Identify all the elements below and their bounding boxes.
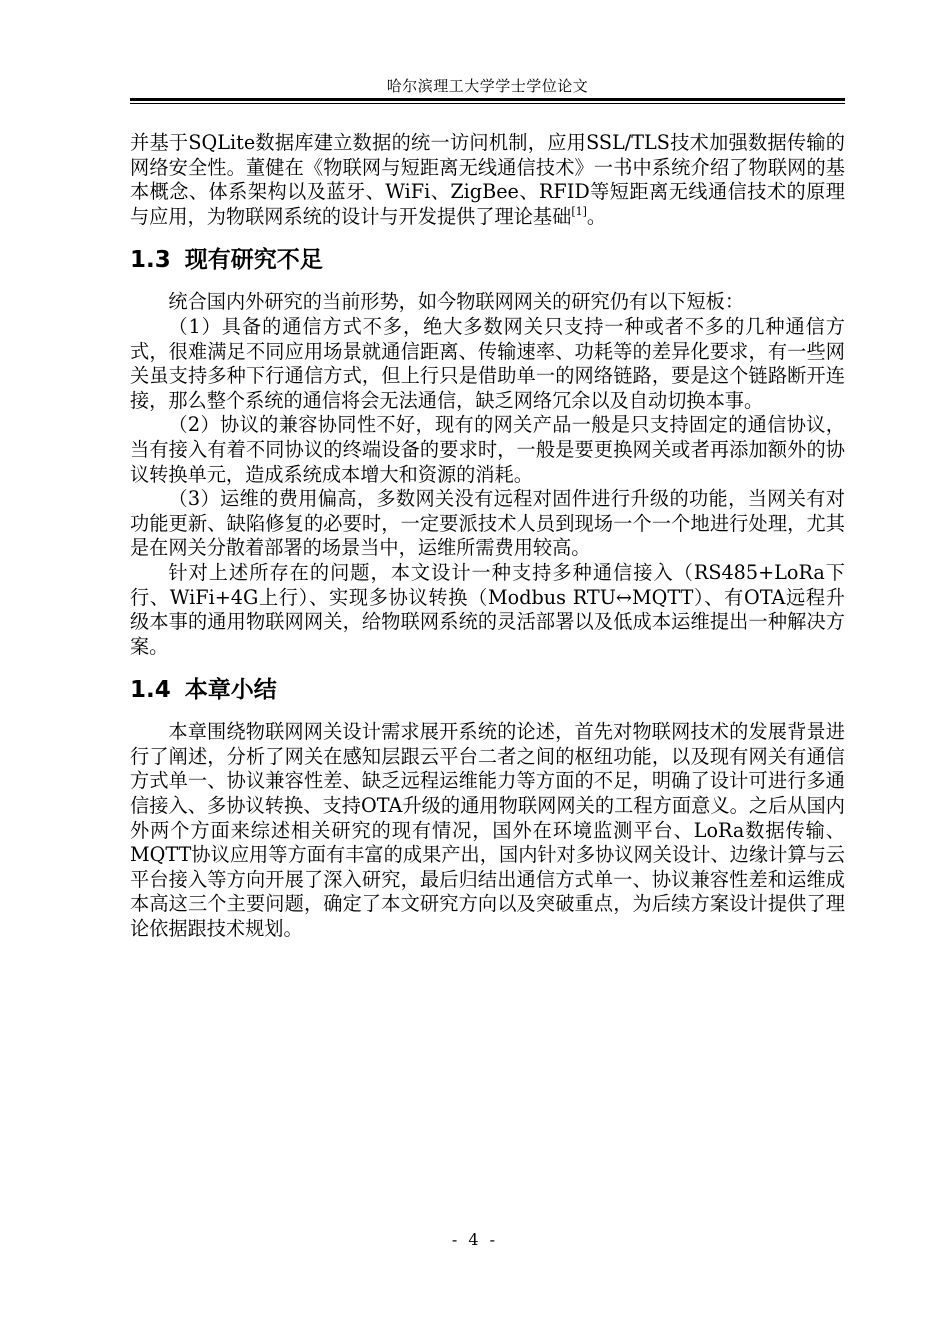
section-heading-1-3	[130, 245, 845, 275]
paragraph: 针对上述所存在的问题，本文设计一种支持多种通信接入（RS485+LoRa下行、WiFi+4G上行）、实现多协议转换（Modbus RTU↔MQTT）、有OTA远程升级本事的通用物联网网关，给物联网系统的灵活部署以及低成本运维提出一种解决方案。	[130, 560, 845, 658]
section-title: 本章小结	[184, 677, 277, 704]
section-number: 1.3	[130, 247, 171, 274]
page-number: - 4 -	[451, 1230, 499, 1249]
paragraph: （3）运维的费用偏高，多数网关没有远程对固件进行升级的功能，当网关有对功能更新、缺陷修复的必要时，一定要派技术人员到现场一个一个地进行处理，尤其是在网关分散着部署的场景当中，运维所需费用较高。	[130, 487, 845, 560]
paragraph: 本章围绕物联网网关设计需求展开系统的论述，首先对物联网技术的发展背景进行了阐述，分析了网关在感知层跟云平台二者之间的枢纽功能，以及现有网关有通信方式单一、协议兼容性差、缺乏远程运维能力等方面的不足，明确了设计可进行多通信接入、多协议转换、支持OTA升级的通用物联网网关的工程方面意义。之后从国内外两个方面来综述相关研究的现有情况，国外在环境监测平台、LoRa数据传输、MQTT协议应用等方面有丰富的成果产出，国内针对多协议网关设计、边缘计算与云平台接入等方向开展了深入研究，最后归结出通信方式单一、协议兼容性差和运维成本高这三个主要问题，确定了本文研究方向以及突破重点，为后续方案设计提供了理论依据跟技术规划。	[130, 720, 845, 941]
intro-paragraph-text: 并基于SQLite数据库建立数据的统一访问机制，应用SSL/TLS技术加强数据传输的网络安全性。董健在《物联网与短距离无线通信技术》一书中系统介绍了物联网的基本概念、体系架构以及蓝牙、WiFi、ZigBee、RFID等短距离无线通信技术的原理与应用，为物联网系统的设计与开发提供了理论基础	[130, 131, 845, 228]
section-heading-1-4	[130, 675, 845, 705]
header-rule-thick	[130, 98, 845, 101]
paragraph: （1）具备的通信方式不多，绝大多数网关只支持一种或者不多的几种通信方式，很难满足不同应用场景就通信距离、传输速率、功耗等的差异化要求，有一些网关虽支持多种下行通信方式，但上行只是借助单一的网络链路，要是这个链路断开连接，那么整个系统的通信将会无法通信，缺乏网络冗余以及自动切换本事。	[130, 314, 845, 412]
running-header-title: 哈尔滨理工大学学士学位论文	[386, 77, 589, 95]
paragraph: 统合国内外研究的当前形势，如今物联网网关的研究仍有以下短板：	[168, 290, 745, 314]
intro-paragraph	[130, 131, 845, 229]
paragraph: （2）协议的兼容协同性不好，现有的网关产品一般是只支持固定的通信协议，当有接入有着不同协议的终端设备的要求时，一般是要更换网关或者再添加额外的协议转换单元，造成系统成本增大和资源的消耗。	[130, 413, 845, 486]
body-content	[130, 131, 845, 942]
section-title: 现有研究不足	[184, 247, 323, 274]
citation-reference: [1]	[571, 204, 587, 218]
header-rule-thin	[130, 103, 845, 104]
intro-paragraph-tail: 。	[586, 204, 607, 228]
section-number: 1.4	[130, 677, 171, 704]
